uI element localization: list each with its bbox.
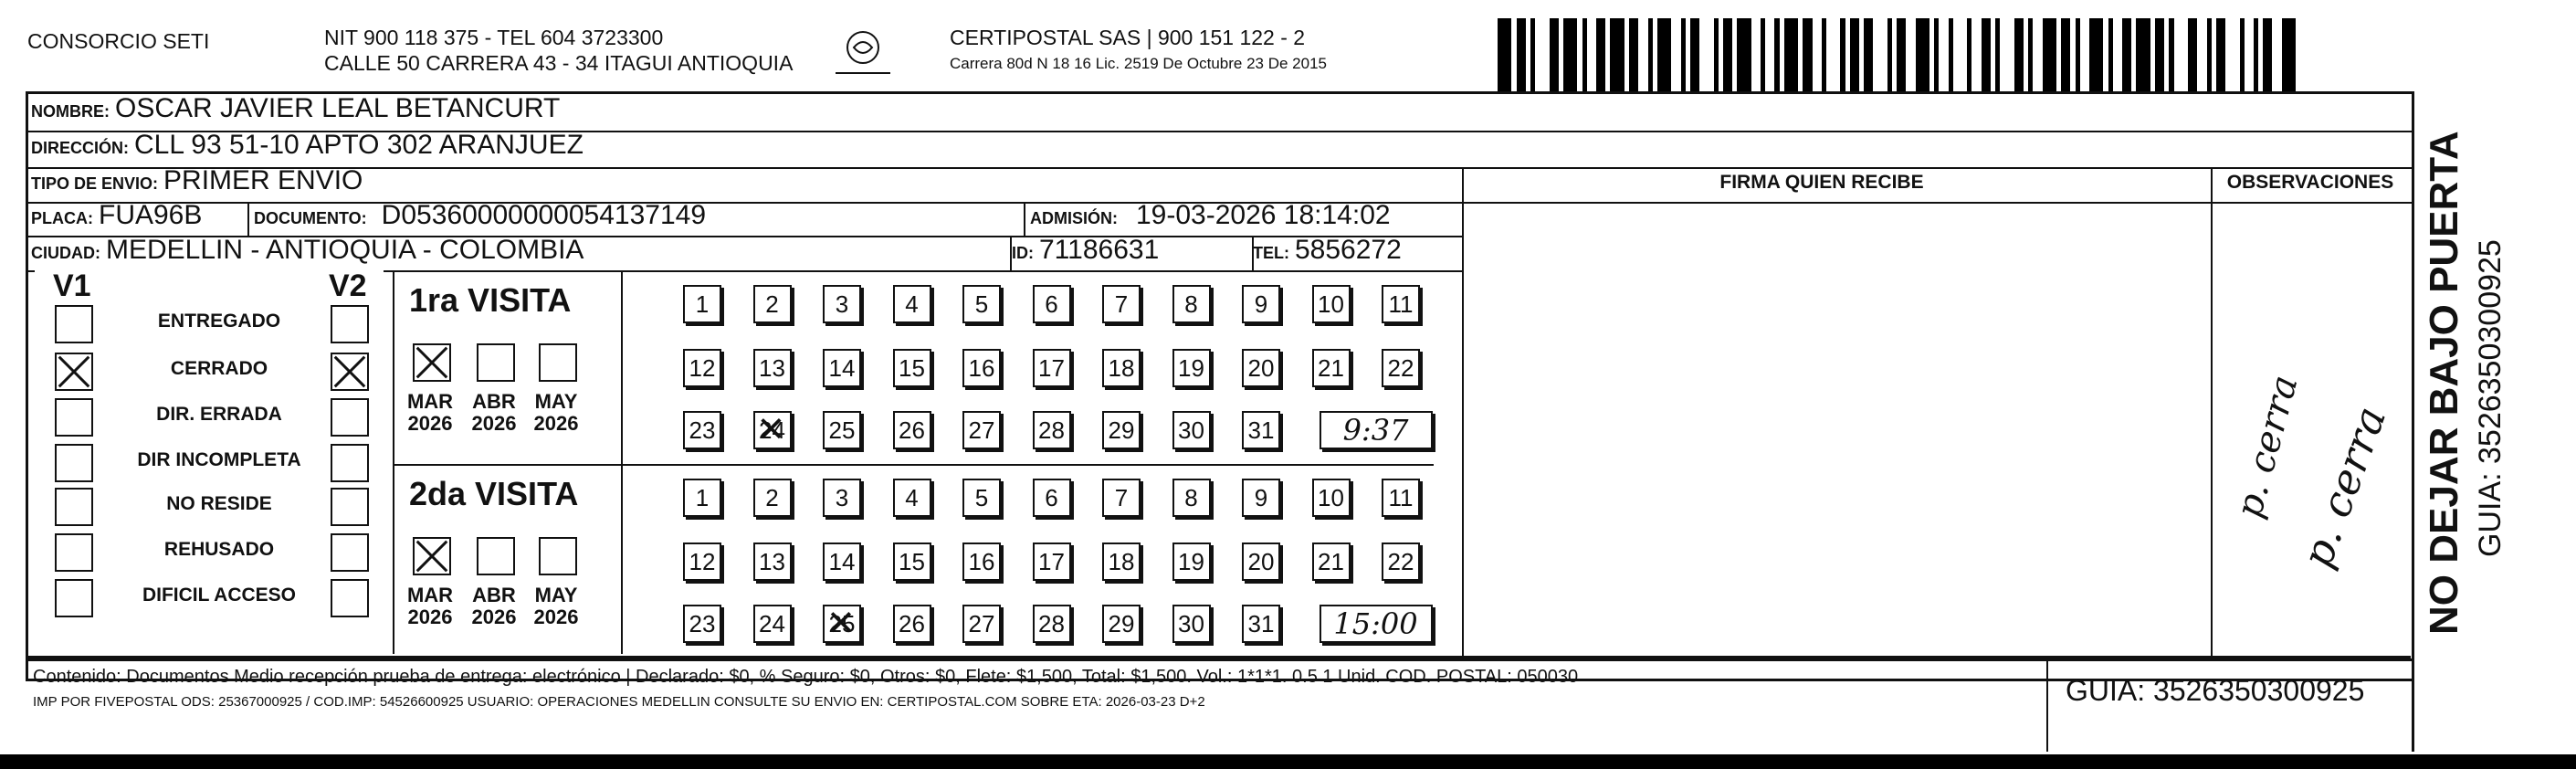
ciudad-value: MEDELLIN - ANTIOQUIA - COLOMBIA (106, 235, 584, 265)
day-box[interactable]: 1 (683, 285, 721, 323)
month-label: MAY 2026 (533, 390, 579, 435)
v1-label: V1 (53, 269, 91, 303)
month-label: MAR 2026 (406, 390, 454, 435)
barcode-bar (2033, 18, 2042, 93)
v2-checkbox[interactable] (331, 533, 369, 572)
tel-label: TEL: (1253, 244, 1289, 262)
day-box[interactable]: 19 (1172, 543, 1211, 581)
footer-imp: IMP POR FIVEPOSTAL ODS: 25367000925 / COD.IMP: 54526600925 USUARIO: OPERACIONES MEDELLIN CONSULTE SU ENVIO EN: CERTIPOSTAL.COM SOBRE ETA: 2026-03-23 D+2 (33, 694, 1205, 710)
day-box[interactable]: 4 (893, 479, 931, 517)
barcode-bar (1587, 18, 1596, 93)
day-box[interactable]: 16 (962, 543, 1001, 581)
barcode-bar (2000, 18, 2013, 93)
v2-checkbox[interactable] (331, 488, 369, 526)
day-box[interactable]: 21 (1312, 543, 1351, 581)
day-box[interactable]: 25 ✕ (823, 605, 861, 643)
ciudad-row (31, 235, 584, 266)
status-option-label: NO RESIDE (166, 493, 272, 514)
status-divider (393, 270, 394, 654)
day-box[interactable]: 12 (683, 543, 721, 581)
barcode-bar (2043, 18, 2056, 93)
barcode-bar (1916, 18, 1929, 93)
tel-row (1253, 235, 1402, 266)
day-box[interactable]: 20 (1242, 543, 1280, 581)
v2-checkbox[interactable] (331, 398, 369, 437)
placa-value: FUA96B (99, 200, 203, 230)
barcode-bar (2080, 18, 2089, 93)
day-box[interactable]: 28 (1033, 605, 1071, 643)
day-box[interactable]: 4 (893, 285, 931, 323)
barcode-bar (2113, 18, 2122, 93)
observaciones-note-1: p. cerra (2228, 371, 2307, 522)
documento-row (254, 200, 706, 231)
day-box[interactable]: 18 (1102, 349, 1141, 387)
v1-checkbox[interactable] (55, 533, 93, 572)
month-checkbox[interactable] (539, 343, 577, 382)
v1-checkbox[interactable] (55, 488, 93, 526)
barcode-bar (1939, 18, 1948, 93)
day-box[interactable]: 1 (683, 479, 721, 517)
barcode-bar (2272, 18, 2281, 93)
barcode-bar (1864, 18, 1873, 93)
handwritten-time: 15:00 (1320, 605, 1433, 643)
nombre-label: NOMBRE: (31, 102, 110, 121)
visit-title: 1ra VISITA (409, 281, 572, 319)
id-value: 71186631 (1039, 235, 1160, 265)
day-box[interactable]: 16 (962, 349, 1001, 387)
id-row (1012, 235, 1159, 266)
barcode-bar (1971, 18, 1981, 93)
status-option-label: DIR INCOMPLETA (137, 449, 301, 470)
barcode-bar (1982, 18, 1991, 93)
visit-separator (393, 464, 1434, 466)
v2-checkbox[interactable] (331, 353, 369, 391)
month-label: MAY 2026 (533, 584, 579, 628)
day-box[interactable]: 10 (1312, 479, 1351, 517)
barcode-bar (2225, 18, 2239, 93)
barcode-bar (2174, 18, 2188, 93)
barcode-bar (2089, 18, 2103, 93)
barcode-bar (1629, 18, 1638, 93)
footer-guia: GUIA: 3526350300925 (2066, 674, 2365, 707)
barcode-bar (1723, 18, 1732, 93)
barcode-bar (2197, 18, 2206, 93)
barcode-bar (1826, 18, 1840, 93)
visit-divider (621, 270, 623, 654)
day-box[interactable]: 21 (1312, 349, 1351, 387)
day-box[interactable]: 24 ✕ (753, 411, 792, 449)
day-box[interactable]: 26 (893, 605, 931, 643)
month-checkbox[interactable] (477, 537, 515, 575)
barcode-bar (2296, 18, 2300, 93)
month-checkbox[interactable] (413, 343, 451, 382)
barcode-bar (1563, 18, 1577, 93)
direccion-row (31, 130, 584, 161)
license-line: Carrera 80d N 18 16 Lic. 2519 De Octubre 23 De 2015 (950, 55, 1327, 72)
v1-checkbox[interactable] (55, 305, 93, 343)
day-box[interactable]: 25 (823, 411, 861, 449)
month-label: ABR 2026 (471, 390, 517, 435)
footer-bottom-line (26, 656, 2411, 658)
day-box[interactable]: 6 (1033, 479, 1071, 517)
documento-label: DOCUMENTO: (254, 209, 367, 227)
admision-row (1030, 200, 1391, 231)
day-box[interactable]: 5 (962, 479, 1001, 517)
tel-value: 5856272 (1295, 235, 1402, 265)
day-box[interactable]: 31 (1242, 411, 1280, 449)
day-box[interactable]: 12 (683, 349, 721, 387)
footer-contenido: Contenido: Documentos Medio recepción prueba de entrega: electrónico | Declarado: $0, % Seguro: $0, Otros: $0, Flete: $1,500, Total: $1,500. Vol.: 1*1*1. 0.5 1 Unid. COD. POSTAL: 050030 (33, 667, 1579, 687)
v2-label: V2 (329, 269, 367, 303)
day-box[interactable]: 14 (823, 543, 861, 581)
day-box[interactable]: 22 (1382, 543, 1420, 581)
day-box[interactable]: 23 (683, 605, 721, 643)
barcode-bar (1737, 18, 1751, 93)
barcode-bar (1671, 18, 1680, 93)
day-box[interactable]: 26 (893, 411, 931, 449)
barcode-bar (2122, 18, 2131, 93)
day-box[interactable]: 11 (1382, 479, 1420, 517)
status-option-label: DIFICIL ACCESO (142, 585, 296, 606)
v2-checkbox[interactable] (331, 579, 369, 617)
v1-checkbox[interactable] (55, 444, 93, 482)
day-box[interactable]: 5 (962, 285, 1001, 323)
day-box[interactable]: 17 (1033, 543, 1071, 581)
barcode-bar (2155, 18, 2164, 93)
day-box[interactable]: 27 (962, 411, 1001, 449)
status-option-label: DIR. ERRADA (156, 404, 282, 425)
admision-label: ADMISIÓN: (1030, 209, 1118, 227)
barcode-bar (1596, 18, 1605, 93)
day-box[interactable]: 22 (1382, 349, 1420, 387)
barcode-bar (2216, 18, 2225, 93)
day-box[interactable]: 10 (1312, 285, 1351, 323)
day-box[interactable]: 31 (1242, 605, 1280, 643)
status-option-label: CERRADO (170, 358, 268, 379)
barcode-bar (1765, 18, 1774, 93)
nombre-value: OSCAR JAVIER LEAL BETANCURT (115, 93, 561, 123)
barcode-bar (2061, 18, 2070, 93)
day-box[interactable]: 29 (1102, 605, 1141, 643)
barcode-bar (1610, 18, 1624, 93)
day-box[interactable]: 8 (1172, 285, 1211, 323)
barcode-bar (1690, 18, 1699, 93)
barcode-bar (1850, 18, 1859, 93)
month-checkbox[interactable] (413, 537, 451, 575)
direccion-value: CLL 93 51-10 APTO 302 ARANJUEZ (134, 130, 584, 160)
id-label: ID: (1012, 244, 1034, 262)
barcode-bar (1803, 18, 1812, 93)
admision-value: 19-03-2026 18:14:02 (1136, 200, 1391, 230)
month-label: ABR 2026 (471, 584, 517, 628)
day-box[interactable]: 9 (1242, 285, 1280, 323)
day-box[interactable]: 8 (1172, 479, 1211, 517)
nombre-row (31, 93, 560, 124)
day-box[interactable]: 23 (683, 411, 721, 449)
day-box[interactable]: 15 (893, 543, 931, 581)
documento-value: D05360000000054137149 (381, 200, 707, 230)
day-box[interactable]: 13 (753, 349, 792, 387)
day-box[interactable]: 7 (1102, 285, 1141, 323)
barcode-bar (2014, 18, 2024, 93)
tipo-value: PRIMER ENVIO (163, 165, 363, 195)
direccion-label: DIRECCIÓN: (31, 139, 129, 157)
barcode-bar (1657, 18, 1671, 93)
v2-checkbox[interactable] (331, 305, 369, 343)
day-box[interactable]: 2 (753, 285, 792, 323)
v1-checkbox[interactable] (55, 579, 93, 617)
day-box[interactable]: 6 (1033, 285, 1071, 323)
no-dejar-notice: NO DEJAR BAJO PUERTA (2422, 131, 2466, 635)
barcode-bar (1550, 18, 1559, 93)
day-box[interactable]: 11 (1382, 285, 1420, 323)
visit-title: 2da VISITA (409, 475, 579, 512)
bottom-bar (0, 754, 2576, 769)
tipo-row (31, 165, 363, 196)
day-box[interactable]: 30 (1172, 605, 1211, 643)
day-box[interactable]: 24 (753, 605, 792, 643)
barcode-bar (1906, 18, 1915, 93)
day-box[interactable]: 3 (823, 285, 861, 323)
day-box[interactable]: 18 (1102, 543, 1141, 581)
barcode-bar (1897, 18, 1906, 93)
barcode-bar (1699, 18, 1713, 93)
barcode-bar (2245, 18, 2254, 93)
barcode-bar (1751, 18, 1761, 93)
observaciones-header: OBSERVACIONES (2226, 172, 2394, 193)
day-box[interactable]: 9 (1242, 479, 1280, 517)
barcode-bar (2263, 18, 2272, 93)
barcode-bar (2188, 18, 2197, 93)
day-box[interactable]: 13 (753, 543, 792, 581)
day-box[interactable]: 7 (1102, 479, 1141, 517)
barcode-bar (1517, 18, 1526, 93)
barcode-bar (2136, 18, 2150, 93)
v2-checkbox[interactable] (331, 444, 369, 482)
barcode-bar (1953, 18, 1967, 93)
day-box[interactable]: 30 (1172, 411, 1211, 449)
day-box[interactable]: 20 (1242, 349, 1280, 387)
barcode-bar (1498, 18, 1511, 93)
placa-row (31, 200, 202, 231)
side-guia: GUIA: 3526350300925 (2473, 239, 2508, 557)
firma-header: FIRMA QUIEN RECIBE (1719, 172, 1924, 193)
ciudad-label: CIUDAD: (31, 244, 100, 262)
day-box[interactable]: 17 (1033, 349, 1071, 387)
barcode-bar (1784, 18, 1798, 93)
month-checkbox[interactable] (477, 343, 515, 382)
handwritten-time: 9:37 (1320, 411, 1433, 449)
barcode-bar (1873, 18, 1887, 93)
v1-checkbox[interactable] (55, 398, 93, 437)
barcode-bar (1813, 18, 1822, 93)
day-box[interactable]: 2 (753, 479, 792, 517)
address-line: CALLE 50 CARRERA 43 - 34 ITAGUI ANTIOQUIA (324, 51, 794, 75)
nit-line: NIT 900 118 375 - TEL 604 3723300 (324, 26, 664, 49)
day-box[interactable]: 15 (893, 349, 931, 387)
status-option-label: ENTREGADO (157, 311, 281, 332)
day-box[interactable]: 29 (1102, 411, 1141, 449)
month-label: MAR 2026 (406, 584, 454, 628)
carrier-line: CERTIPOSTAL SAS | 900 151 122 - 2 (950, 26, 1306, 49)
certipostal-logo (831, 27, 895, 80)
barcode-bar (1638, 18, 1647, 93)
day-box[interactable]: 28 (1033, 411, 1071, 449)
placa-label: PLACA: (31, 209, 93, 227)
company-name: CONSORCIO SETI (27, 29, 210, 53)
day-box[interactable]: 14 (823, 349, 861, 387)
status-option-label: REHUSADO (163, 539, 275, 560)
barcode-bar (1535, 18, 1549, 93)
barcode (1498, 18, 2301, 93)
day-box[interactable]: 19 (1172, 349, 1211, 387)
day-box[interactable]: 27 (962, 605, 1001, 643)
day-box[interactable]: 3 (823, 479, 861, 517)
barcode-bar (2282, 18, 2296, 93)
month-checkbox[interactable] (539, 537, 577, 575)
observaciones-note-2: p. cerra (2292, 399, 2396, 574)
tipo-label: TIPO DE ENVIO: (31, 174, 159, 193)
v1-checkbox[interactable] (55, 353, 93, 391)
